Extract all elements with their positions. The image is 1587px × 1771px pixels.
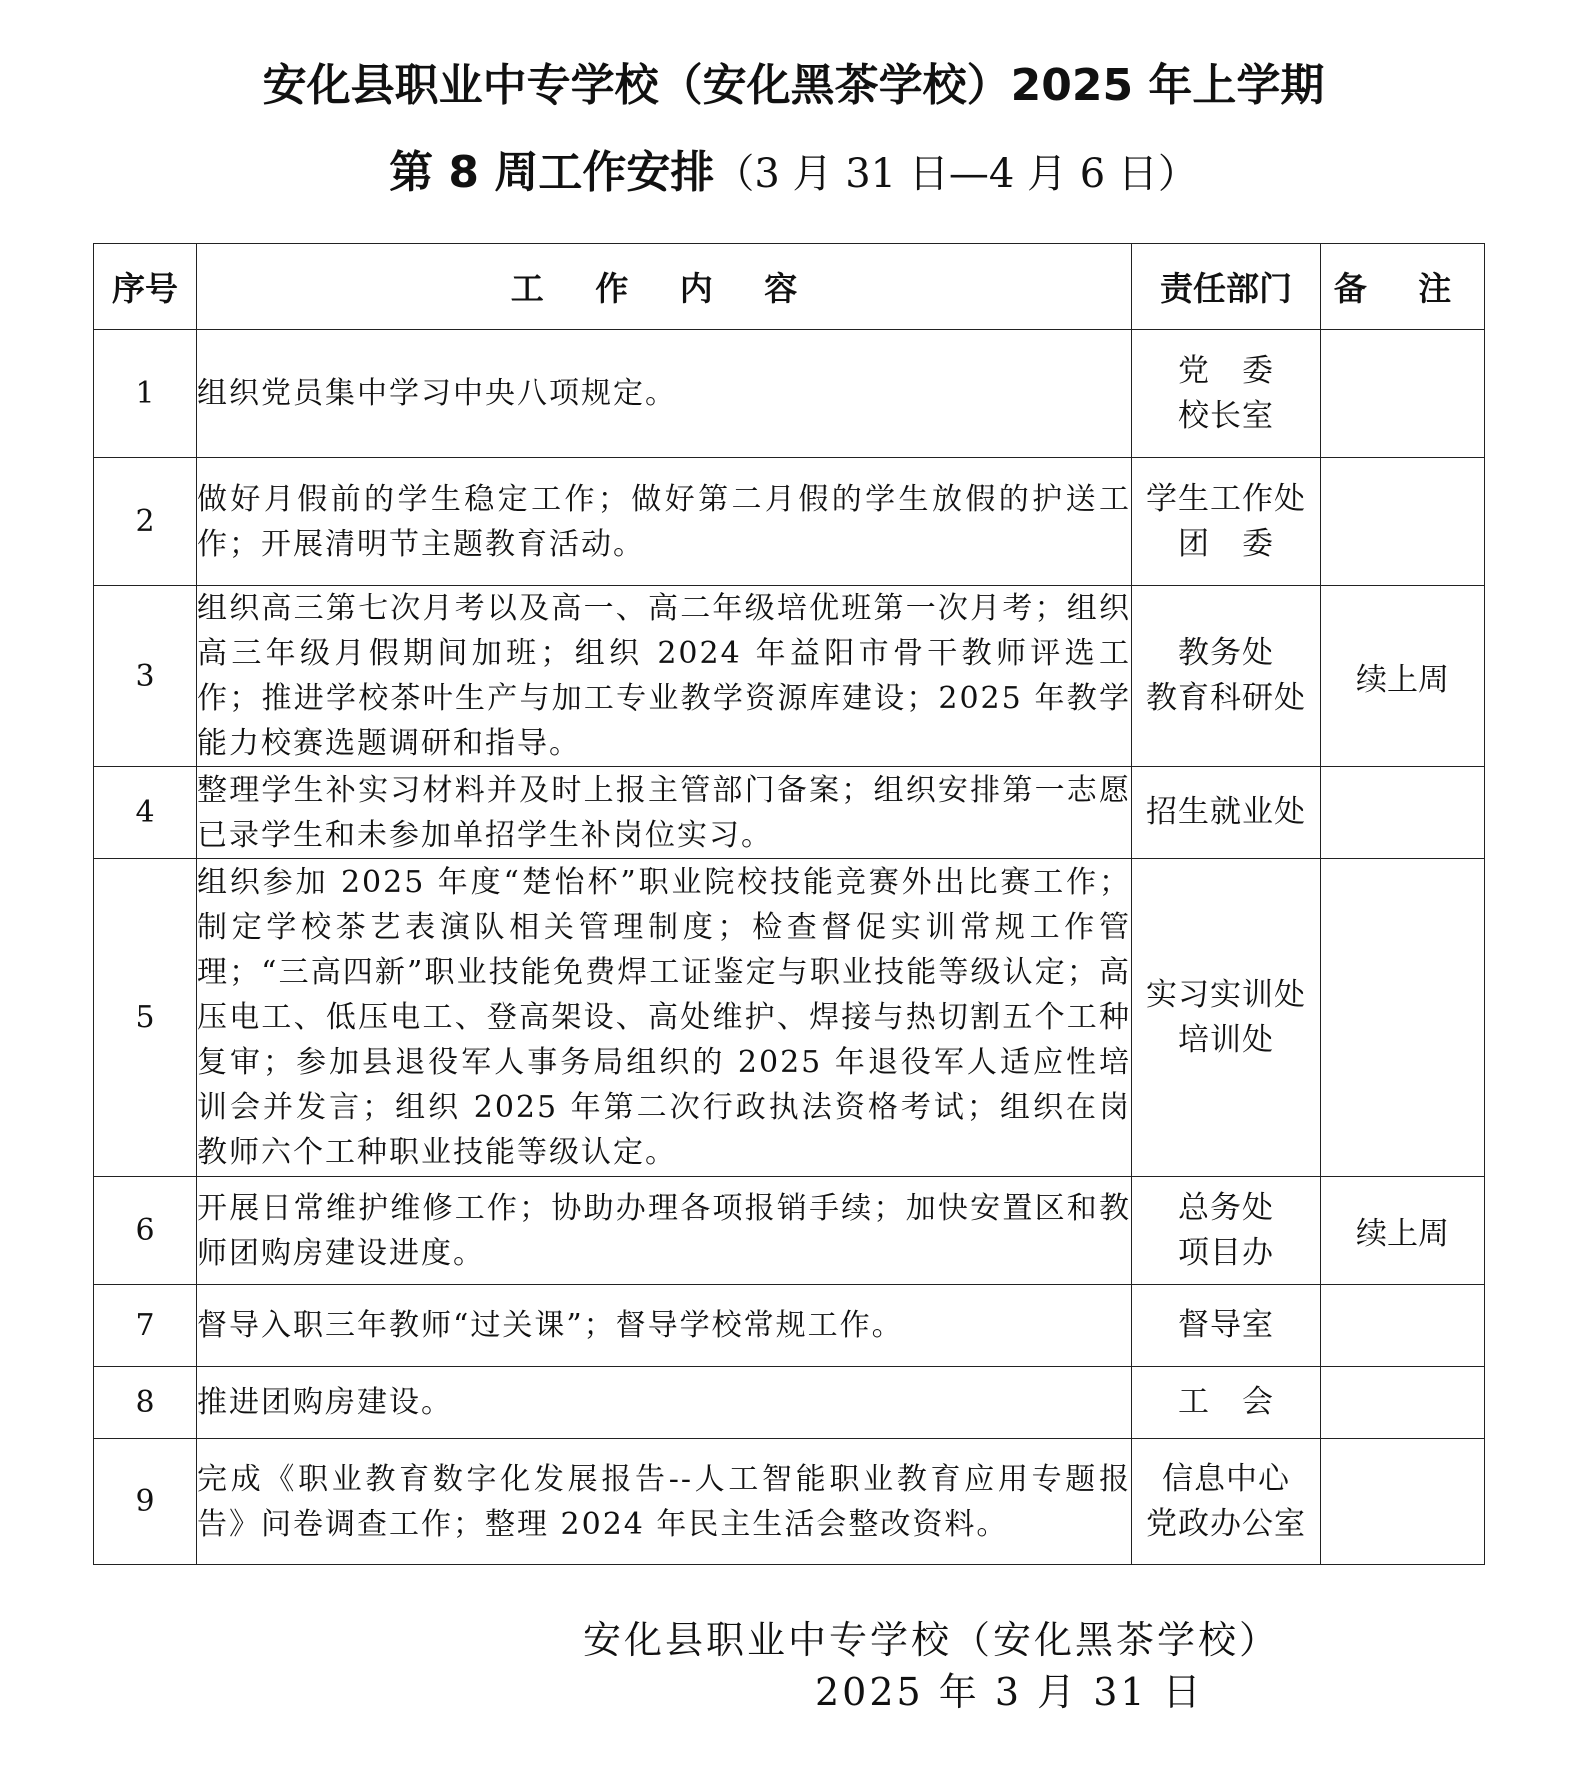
row-number: 7 — [94, 1285, 197, 1367]
row-remarks — [1321, 1439, 1485, 1565]
row-remarks — [1321, 1367, 1485, 1439]
table-row — [94, 1285, 1485, 1367]
table-row — [94, 1439, 1485, 1565]
row-content: 整理学生补实习材料并及时上报主管部门备案；组织安排第一志愿已录学生和未参加单招学生补岗位实习。 — [197, 767, 1132, 859]
table-row — [94, 767, 1485, 859]
row-department: 工 会 — [1132, 1367, 1321, 1439]
table-row — [94, 1177, 1485, 1285]
row-content: 组织党员集中学习中央八项规定。 — [197, 330, 1132, 458]
row-number: 9 — [94, 1439, 197, 1565]
row-department: 教务处 教育科研处 — [1132, 586, 1321, 767]
table-row — [94, 859, 1485, 1177]
document-title-line-2 — [0, 145, 1587, 202]
row-content: 组织高三第七次月考以及高一、高二年级培优班第一次月考；组织高三年级月假期间加班；组织 2024 年益阳市骨干教师评选工作；推进学校茶叶生产与加工专业教学资源库建设；2025 年教学能力校赛选题调研和指导。 — [197, 586, 1132, 767]
row-remarks — [1321, 859, 1485, 1177]
row-number: 3 — [94, 586, 197, 767]
column-header-content: 工 作 内 容 — [197, 244, 1132, 330]
issue-date: 2025 年 3 月 31 日 — [815, 1670, 1204, 1714]
row-number: 5 — [94, 859, 197, 1177]
row-remarks: 续上周 — [1321, 586, 1485, 767]
row-remarks — [1321, 330, 1485, 458]
work-schedule-table — [93, 243, 1485, 1565]
row-number: 6 — [94, 1177, 197, 1285]
week-label: 第 8 周工作安排 — [389, 147, 715, 198]
row-number: 1 — [94, 330, 197, 458]
table-row — [94, 330, 1485, 458]
issuing-organization: 安化县职业中专学校（安化黑茶学校） — [583, 1618, 1281, 1662]
row-content: 做好月假前的学生稳定工作；做好第二月假的学生放假的护送工作；开展清明节主题教育活动。 — [197, 458, 1132, 586]
table-row — [94, 1367, 1485, 1439]
column-header-department: 责任部门 — [1132, 244, 1321, 330]
row-department: 督导室 — [1132, 1285, 1321, 1367]
row-department: 实习实训处 培训处 — [1132, 859, 1321, 1177]
row-content: 督导入职三年教师“过关课”；督导学校常规工作。 — [197, 1285, 1132, 1367]
row-number: 4 — [94, 767, 197, 859]
row-remarks — [1321, 767, 1485, 859]
column-header-number: 序号 — [94, 244, 197, 330]
table-row — [94, 458, 1485, 586]
column-header-remarks: 备 注 — [1321, 244, 1485, 330]
row-department: 招生就业处 — [1132, 767, 1321, 859]
row-department: 总务处 项目办 — [1132, 1177, 1321, 1285]
row-content: 组织参加 2025 年度“楚怡杯”职业院校技能竞赛外出比赛工作；制定学校茶艺表演队相关管理制度；检查督促实训常规工作管理；“三高四新”职业技能免费焊工证鉴定与职业技能等级认定；高压电工、低压电工、登高架设、高处维护、焊接与热切割五个工种复审；参加县退役军人事务局组织的 2025 年退役军人适应性培训会并发言；组织 2025 年第二次行政执法资格考试；组织在岗教师六个工种职业技能等级认定。 — [197, 859, 1132, 1177]
table-row — [94, 586, 1485, 767]
row-remarks: 续上周 — [1321, 1177, 1485, 1285]
row-remarks — [1321, 1285, 1485, 1367]
row-remarks — [1321, 458, 1485, 586]
row-department: 学生工作处 团 委 — [1132, 458, 1321, 586]
document-title-line-1: 安化县职业中专学校（安化黑茶学校）2025 年上学期 — [262, 60, 1325, 111]
row-number: 2 — [94, 458, 197, 586]
date-range: （3 月 31 日—4 月 6 日） — [714, 151, 1198, 197]
row-department: 信息中心 党政办公室 — [1132, 1439, 1321, 1565]
row-department: 党 委 校长室 — [1132, 330, 1321, 458]
row-number: 8 — [94, 1367, 197, 1439]
row-content: 完成《职业教育数字化发展报告--人工智能职业教育应用专题报告》问卷调查工作；整理 2024 年民主生活会整改资料。 — [197, 1439, 1132, 1565]
row-content: 推进团购房建设。 — [197, 1367, 1132, 1439]
table-header-row — [94, 244, 1485, 330]
row-content: 开展日常维护维修工作；协助办理各项报销手续；加快安置区和教师团购房建设进度。 — [197, 1177, 1132, 1285]
